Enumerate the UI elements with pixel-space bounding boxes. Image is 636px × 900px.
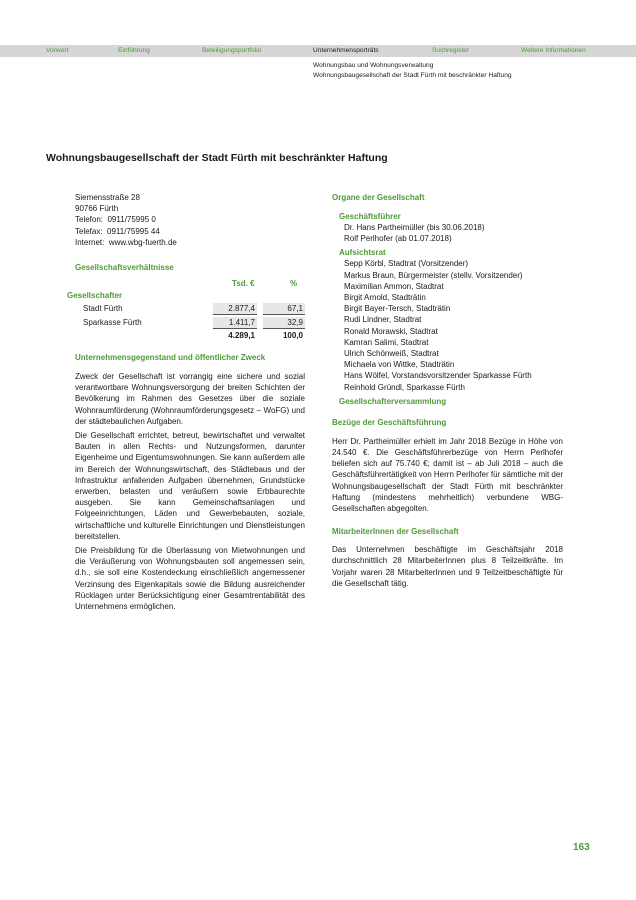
assembly-heading: Gesellschafterversammlung: [339, 396, 447, 406]
left-column: [67, 192, 305, 615]
shareholder-name: Stadt Fürth: [83, 304, 123, 314]
board-member: Markus Braun, Bürgermeister (stellv. Vorsitzender): [344, 270, 523, 280]
board-member: Birgit Bayer-Tersch, Stadträtin: [344, 304, 451, 314]
table-row: [83, 303, 305, 315]
board-member: Kamran Salimi, Stadtrat: [344, 337, 429, 347]
board-member: Michaela von Wittke, Stadträtin: [344, 360, 455, 370]
table-total-row: [83, 330, 305, 342]
col-percent-header: %: [290, 279, 298, 289]
board-member: Birgit Arnold, Stadträtin: [344, 293, 426, 303]
board-member: Ronald Morawski, Stadtrat: [344, 326, 438, 336]
page-number: 163: [573, 842, 590, 853]
breadcrumb-company: Wohnungsbaugesellschaft der Stadt Fürth mit beschränkter Haftung: [313, 71, 512, 79]
ownership-table: [67, 278, 305, 348]
nav-item-beteiligungsportfolio[interactable]: Beteiligungsportfolio: [202, 47, 262, 54]
staff-text: Das Unternehmen beschäftigte im Geschäftsjahr 2018 durchschnittlich 28 MitarbeiterInnen plus 8 Teilzeitkräfte. Im Vorjahr waren 28 MitarbeiterInnen und 9 Teilzeitbeschäftigte für die Gesellschaft tätig.: [332, 545, 563, 588]
board-member: Ulrich Schönweiß, Stadtrat: [344, 349, 439, 359]
ownership-heading: Gesellschaftsverhältnisse: [75, 263, 174, 273]
board-member: Hans Wölfel, Vorstandsvorsitzender Sparkasse Fürth: [344, 371, 532, 381]
board-member: Maximilian Ammon, Stadtrat: [344, 281, 444, 291]
shareholder-name: Sparkasse Fürth: [83, 318, 142, 328]
shareholder-percent: 32,9: [263, 317, 305, 329]
phone-value: 0911/75995 0: [107, 215, 156, 225]
fax-label: Telefax:: [75, 226, 103, 236]
shareholder-amount: 1.411,7: [213, 317, 257, 329]
total-amount: 4.289,1: [228, 331, 255, 341]
right-column: [332, 192, 563, 592]
phone-label: Telefon:: [75, 215, 104, 225]
table-row: [83, 317, 305, 329]
top-nav: [0, 45, 636, 57]
nav-item-vorwort[interactable]: Vorwort: [46, 47, 69, 54]
shareholder-amount: 2.877,4: [213, 303, 257, 315]
purpose-heading: Unternehmensgegenstand und öffentlicher Zweck: [75, 353, 266, 363]
web-label: Internet:: [75, 237, 105, 247]
compensation-text: Herr Dr. Partheimüller erhielt im Jahr 2018 Bezüge in Höhe von 24.540 €. Die Geschäftsführerbezüge von Herrn Perlhofer beliefen sich auf 75.740 €; damit ist – ab Juli 2018 – auch die Geschäftsführertätigkeit von Herrn Perlhofer für sämtliche mit der Wohnungsbaugesellschaft der Stadt Fürth mit beschränkter Haftung (mindestens mehrheitlich) verbundene WBG-Gesellschaften abgegolten.: [332, 436, 563, 514]
purpose-paragraph: Zweck der Gesellschaft ist vorrangig eine sichere und sozial verantwortbare Wohnungsversorgung der breiten Schichten der Bevölkerung im Rahmen des Gesetzes über die soziale Wohnraumförderung (Wohnraumförderungsgesetz – WoFG) und der städtebaulichen Aufgaben.: [75, 372, 305, 426]
purpose-paragraph: Die Gesellschaft errichtet, betreut, bewirtschaftet und verwaltet Bauten in allen Rechts- und Nutzungsformen, darunter Eigenheime und Eigentumswohnungen. Sie kann außerdem alle im Bereich der Wohnungswirtschaft, des Städtebaus und der Infrastruktur anfallenden Aufgaben übernehmen, Grundstücke erwerben, belasten und veräußern sowie Erbbaurechte ausgeben. Sie kann Gemeinschaftsanlagen und Folgeeinrichtungen, Läden und Gewerbebauten, soziale, wirtschaftliche und kulturelle Einrichtungen und Dienstleistungen bereitstellen.: [75, 431, 305, 541]
web-link[interactable]: www.wbg-fuerth.de: [108, 237, 177, 247]
nav-item-suchregister[interactable]: Suchregister: [432, 47, 470, 54]
col-amount-header: Tsd. €: [232, 279, 255, 289]
management-heading: Geschäftsführer: [339, 212, 401, 221]
breadcrumb-category: Wohnungsbau und Wohnungsverwaltung: [313, 62, 434, 69]
page-title: Wohnungsbaugesellschaft der Stadt Fürth mit beschränkter Haftung: [46, 152, 388, 164]
shareholder-percent: 67,1: [263, 303, 305, 315]
breadcrumb: [313, 61, 512, 80]
nav-item-weitere-informationen[interactable]: Weitere Informationen: [521, 47, 586, 54]
total-percent: 100,0: [282, 331, 303, 341]
nav-item-unternehmensportraets[interactable]: Unternehmensporträts: [313, 47, 379, 54]
address-block: [75, 192, 305, 248]
management-member: Rolf Perlhofer (ab 01.07.2018): [344, 234, 452, 244]
board-member: Sepp Körbl, Stadtrat (Vorsitzender): [344, 259, 469, 269]
board-member: Rudi Lindner, Stadtrat: [344, 315, 422, 325]
board-member: Reinhold Gründl, Sparkasse Fürth: [344, 382, 465, 392]
purpose-paragraph: Die Preisbildung für die Überlassung von Mietwohnungen und die Veräußerung von Wohnungsbauten soll angemessen sein, d.h., sie soll eine Kostendeckung einschließlich angemessener Verzinsung des Eigenkapitals sowie die Bildung ausreichender Rücklagen unter Berücksichtigung einer Gesamtrentabilität des Unternehmens ermöglichen.: [75, 546, 305, 612]
compensation-heading: Bezüge der Geschäftsführung: [332, 417, 447, 427]
nav-item-einfuehrung[interactable]: Einführung: [118, 47, 150, 54]
organs-heading: Organe der Gesellschaft: [332, 193, 425, 202]
fax-value: 0911/75995 44: [107, 226, 160, 236]
management-member: Dr. Hans Partheimüller (bis 30.06.2018): [344, 223, 485, 232]
staff-heading: MitarbeiterInnen der Gesellschaft: [332, 527, 459, 537]
board-heading: Aufsichtsrat: [339, 248, 386, 258]
shareholders-heading: Gesellschafter: [67, 291, 123, 301]
address-street: Siemensstraße 28: [75, 193, 140, 202]
address-city: 90766 Fürth: [75, 204, 119, 214]
